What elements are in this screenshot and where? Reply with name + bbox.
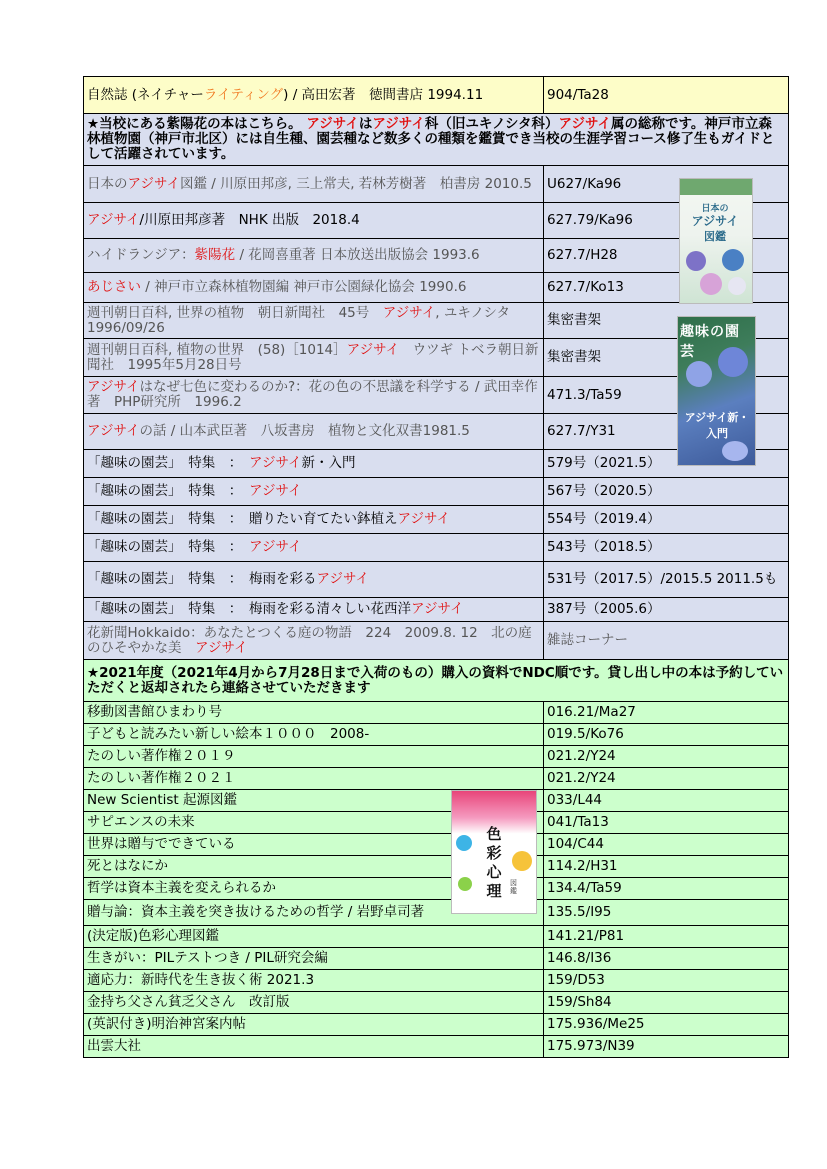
- hydrangea-flower-icon: [718, 347, 748, 377]
- book-title: (英訳付き)明治神宮案内帖: [84, 1014, 544, 1036]
- book-title: 「趣味の園芸」 特集 ： 梅雨を彩る清々しい花西洋アジサイ: [84, 598, 544, 622]
- table-row: [84, 1036, 789, 1058]
- call-number: 041/Ta13: [544, 812, 789, 834]
- call-number: 021.2/Y24: [544, 746, 789, 768]
- call-number: 135.5/I95: [544, 900, 789, 926]
- book-title: 「趣味の園芸」 特集 ： 梅雨を彩るアジサイ: [84, 562, 544, 598]
- table-row: [84, 562, 789, 598]
- book-title: あじさい / 神戸市立森林植物園編 神戸市公園緑化協会 1990.6: [84, 273, 544, 303]
- book-title: 「趣味の園芸」 特集 ： 贈りたい育てたい鉢植えアジサイ: [84, 506, 544, 534]
- call-number: 175.973/N39: [544, 1036, 789, 1058]
- call-number: 集密書架: [544, 303, 789, 339]
- table-row: [84, 598, 789, 622]
- book-title: 日本のアジサイ図鑑 / 川原田邦彦, 三上常夫, 若林芳樹著 柏書房 2010.5: [84, 166, 544, 203]
- call-number: 021.2/Y24: [544, 768, 789, 790]
- call-number: 雑誌コーナー: [544, 622, 789, 660]
- book-title: アジサイの話 / 山本武臣著 八坂書房 植物と文化双書1981.5: [84, 414, 544, 450]
- call-number: 627.7/Y31: [544, 414, 789, 450]
- table-row: [84, 970, 789, 992]
- hydrangea-flower-icon: [686, 361, 712, 387]
- book-title: 出雲大社: [84, 1036, 544, 1058]
- section-intro-hydrangea: [84, 114, 789, 166]
- call-number: 554号（2019.4）: [544, 506, 789, 534]
- call-number: 579号（2021.5）: [544, 450, 789, 478]
- call-number: 627.7/H28: [544, 239, 789, 273]
- cover-char: 色: [486, 825, 502, 843]
- table-row: [84, 1014, 789, 1036]
- call-number: 159/Sh84: [544, 992, 789, 1014]
- call-number: 471.3/Ta59: [544, 377, 789, 414]
- book-title: 生きがい：PILテストつき / PIL研究会編: [84, 948, 544, 970]
- hydrangea-flower-icon: [722, 249, 744, 271]
- book-title: 「趣味の園芸」 特集 ： アジサイ: [84, 478, 544, 506]
- call-number: 904/Ta28: [544, 77, 789, 114]
- cover-title-sub: 図鑑: [704, 230, 726, 243]
- section-intro-text: ★当校にある紫陽花の本はこちら。 アジサイはアジサイ科（旧ユキノシタ科）アジサイ属の総称です。神戸市立森林植物園（神戸市北区）には自生種、園芸種など数多くの種類を鑑賞でき当校の生涯学習コース修了生もガイドとして活躍されています。: [84, 114, 789, 166]
- cover-hydrangea-encyclopedia: [679, 178, 753, 304]
- cover-char: 理: [486, 882, 502, 900]
- table-row: [84, 702, 789, 724]
- table-row: [84, 948, 789, 970]
- book-title: 「趣味の園芸」 特集 ： アジサイ新・入門: [84, 450, 544, 478]
- section-intro-2021: [84, 660, 789, 702]
- call-number: 175.936/Me25: [544, 1014, 789, 1036]
- book-title: ハイドランジア：紫陽花 / 花岡喜重著 日本放送出版協会 1993.6: [84, 239, 544, 273]
- call-number: 387号（2005.6）: [544, 598, 789, 622]
- cover-color-psychology: [451, 790, 537, 914]
- call-number: 016.21/Ma27: [544, 702, 789, 724]
- call-number: 033/L44: [544, 790, 789, 812]
- table-row: [84, 77, 789, 114]
- table-row: [84, 768, 789, 790]
- book-title: 花新聞Hokkaido：あなたとつくる庭の物語 224 2009.8. 12 北の庭のひそやかな美 アジサイ: [84, 622, 544, 660]
- book-title: 哲学は資本主義を変えられるか: [84, 878, 544, 900]
- cover-title-main: アジサイ: [691, 214, 739, 228]
- table-row: [84, 506, 789, 534]
- call-number: 567号（2020.5）: [544, 478, 789, 506]
- call-number: 019.5/Ko76: [544, 724, 789, 746]
- hydrangea-flower-icon: [686, 251, 706, 271]
- book-title: 自然誌 (ネイチャーライティング) / 高田宏著 徳間書店 1994.11: [84, 77, 544, 114]
- table-row: [84, 926, 789, 948]
- table-row: [84, 878, 789, 900]
- recent-acquisitions: [84, 702, 789, 1058]
- hydrangea-flower-icon: [722, 441, 748, 461]
- cover-sub: 図鑑: [510, 879, 517, 895]
- book-title: 週刊朝日百科, 世界の植物 朝日新聞社 45号 アジサイ, ユキノシタ 1996/09/26: [84, 303, 544, 339]
- table-row: [84, 746, 789, 768]
- table-row: [84, 622, 789, 660]
- cover-char: 心: [486, 863, 502, 881]
- call-number: 集密書架: [544, 339, 789, 377]
- book-title: アジサイはなぜ七色に変わるのか?：花の色の不思議を科学する / 武田幸作著 PHP研究所 1996.2: [84, 377, 544, 414]
- call-number: 104/C44: [544, 834, 789, 856]
- call-number: 114.2/H31: [544, 856, 789, 878]
- section-intro-text: ★2021年度（2021年4月から7月28日まで入荷のもの）購入の資料でNDC順です。貸し出し中の本は予約していただくと返却されたら連絡させていただきます: [84, 660, 789, 702]
- book-title: 子どもと読みたい新しい絵本１０００ 2008-: [84, 724, 544, 746]
- call-number: 141.21/P81: [544, 926, 789, 948]
- call-number: 134.4/Ta59: [544, 878, 789, 900]
- book-title: New Scientist 起源図鑑: [84, 790, 544, 812]
- table-row: [84, 812, 789, 834]
- call-number: U627/Ka96: [544, 166, 789, 203]
- book-title: たのしい著作権２０２１: [84, 768, 544, 790]
- table-row: [84, 478, 789, 506]
- table-row: [84, 900, 789, 926]
- hydrangea-flower-icon: [700, 273, 722, 295]
- call-number: 627.7/Ko13: [544, 273, 789, 303]
- cover-shumi-no-engei: [677, 316, 756, 466]
- cover-title: 趣味の園芸: [680, 324, 740, 360]
- cover-title-line: 日本の: [701, 204, 729, 214]
- book-title: サピエンスの未来: [84, 812, 544, 834]
- table-row: [84, 534, 789, 562]
- cover-char: 彩: [486, 844, 502, 862]
- table-row: [84, 856, 789, 878]
- book-title: 移動図書館ひまわり号: [84, 702, 544, 724]
- table-row: [84, 992, 789, 1014]
- book-title: 金持ち父さん貧乏父さん 改訂版: [84, 992, 544, 1014]
- book-title: 「趣味の園芸」 特集 ： アジサイ: [84, 534, 544, 562]
- book-title: たのしい著作権２０１９: [84, 746, 544, 768]
- book-title: 週刊朝日百科, 植物の世界 (58)［1014］アジサイ ウツギ トベラ朝日新聞社 1995年5月28日号: [84, 339, 544, 377]
- call-number: 531号（2017.5）/2015.5 2011.5も: [544, 562, 789, 598]
- table-row: [84, 834, 789, 856]
- book-title: 世界は贈与でできている: [84, 834, 544, 856]
- book-title: アジサイ/川原田邦彦著 NHK 出版 2018.4: [84, 203, 544, 239]
- call-number: 627.79/Ka96: [544, 203, 789, 239]
- table-row: [84, 790, 789, 812]
- book-title: 死とはなにか: [84, 856, 544, 878]
- call-number: 146.8/I36: [544, 948, 789, 970]
- book-title: 適応力：新時代を生き抜く術 2021.3: [84, 970, 544, 992]
- table-row: [84, 724, 789, 746]
- hydrangea-flower-icon: [728, 277, 746, 295]
- call-number: 159/D53: [544, 970, 789, 992]
- book-title: (決定版)色彩心理図鑑: [84, 926, 544, 948]
- book-title: 贈与論：資本主義を突き抜けるための哲学 / 岩野卓司著: [84, 900, 544, 926]
- cover-feature: アジサイ新・入門: [684, 411, 750, 440]
- call-number: 543号（2018.5）: [544, 534, 789, 562]
